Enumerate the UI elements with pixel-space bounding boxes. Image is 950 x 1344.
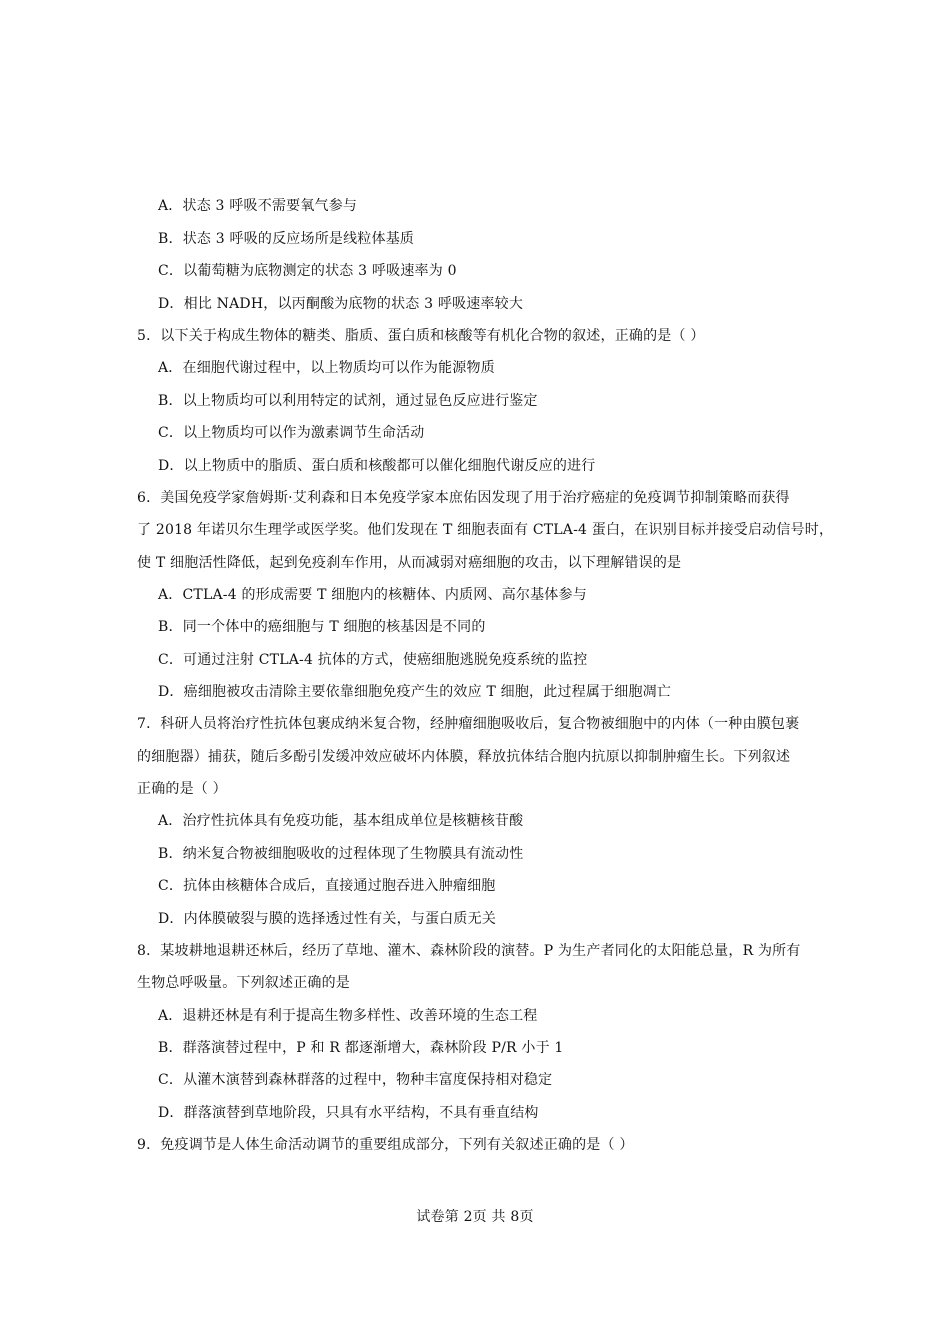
q8-option-a: A．退耕还林是有利于提高生物多样性、改善环境的生态工程 — [158, 1008, 538, 1024]
q5-option-d: D．以上物质中的脂质、蛋白质和核酸都可以催化细胞代谢反应的进行 — [158, 458, 596, 474]
q4-option-d: D．相比 NADH，以丙酮酸为底物的状态 3 呼吸速率较大 — [158, 296, 524, 312]
q4-option-a: A．状态 3 呼吸不需要氧气参与 — [158, 198, 358, 214]
q6-stem-line-3: 使 T 细胞活性降低，起到免疫刹车作用，从而减弱对癌细胞的攻击，以下理解错误的是 — [137, 555, 682, 571]
q8-stem-line-2: 生物总呼吸量。下列叙述正确的是 — [137, 975, 350, 991]
q8-option-c: C．从灌木演替到森林群落的过程中，物种丰富度保持相对稳定 — [158, 1072, 553, 1088]
q5-stem-line-1: 5．以下关于构成生物体的糖类、脂质、蛋白质和核酸等有机化合物的叙述，正确的是（ ） — [137, 328, 705, 344]
q5-option-c: C．以上物质均可以作为激素调节生命活动 — [158, 425, 425, 441]
q7-stem-line-3: 正确的是（ ） — [137, 781, 227, 797]
q6-option-d: D．癌细胞被攻击清除主要依靠细胞免疫产生的效应 T 细胞，此过程属于细胞凋亡 — [158, 684, 672, 700]
q8-stem-line-1: 8．某坡耕地退耕还林后，经历了草地、灌木、森林阶段的演替。P 为生产者同化的太阳能总量，R 为所有 — [137, 943, 801, 959]
q7-option-b: B．纳米复合物被细胞吸收的过程体现了生物膜具有流动性 — [158, 846, 524, 862]
q7-option-d: D．内体膜破裂与膜的选择透过性有关，与蛋白质无关 — [158, 911, 497, 927]
q6-stem-line-1: 6．美国免疫学家詹姆斯·艾利森和日本免疫学家本庶佑因发现了用于治疗癌症的免疫调节抑制策略而获得 — [137, 490, 790, 506]
q6-option-b: B．同一个体中的癌细胞与 T 细胞的核基因是不同的 — [158, 619, 486, 635]
q5-option-b: B．以上物质均可以利用特定的试剂，通过显色反应进行鉴定 — [158, 393, 538, 409]
q4-option-c: C．以葡萄糖为底物测定的状态 3 呼吸速率为 0 — [158, 263, 457, 279]
page-footer: 试卷第 2页 共 8页 — [416, 1209, 534, 1225]
q6-option-a: A．CTLA-4 的形成需要 T 细胞内的核糖体、内质网、高尔基体参与 — [158, 587, 587, 603]
q8-option-b: B．群落演替过程中，P 和 R 都逐渐增大，森林阶段 P/R 小于 1 — [158, 1040, 564, 1056]
q4-option-b: B．状态 3 呼吸的反应场所是线粒体基质 — [158, 231, 415, 247]
q7-option-a: A．治疗性抗体具有免疫功能，基本组成单位是核糖核苷酸 — [158, 813, 524, 829]
q6-option-c: C．可通过注射 CTLA-4 抗体的方式，使癌细胞逃脱免疫系统的监控 — [158, 652, 588, 668]
q6-stem-line-2: 了 2018 年诺贝尔生理学或医学奖。他们发现在 T 细胞表面有 CTLA-4 蛋白，在识别目标并接受启动信号时， — [137, 522, 834, 538]
q7-stem-line-2: 的细胞器）捕获，随后多酚引发缓冲效应破坏内体膜，释放抗体结合胞内抗原以抑制肿瘤生长。下列叙述 — [137, 749, 791, 765]
q5-option-a: A．在细胞代谢过程中，以上物质均可以作为能源物质 — [158, 360, 495, 376]
q9-stem-line-1: 9．免疫调节是人体生命活动调节的重要组成部分，下列有关叙述正确的是（ ） — [137, 1137, 634, 1153]
q7-stem-line-1: 7．科研人员将治疗性抗体包裹成纳米复合物，经肿瘤细胞吸收后，复合物被细胞中的内体（一种由膜包裹 — [137, 716, 800, 732]
q8-option-d: D．群落演替到草地阶段，只具有水平结构，不具有垂直结构 — [158, 1105, 539, 1121]
q7-option-c: C．抗体由核糖体合成后，直接通过胞吞进入肿瘤细胞 — [158, 878, 496, 894]
